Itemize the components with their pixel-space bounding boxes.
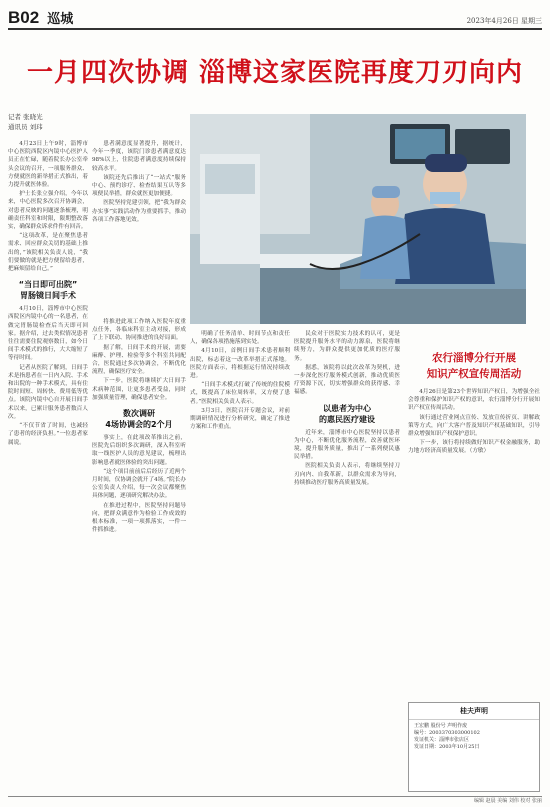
news-photo (190, 114, 526, 324)
paragraph: 医院相关负责人表示，将继续坚持刀刃向内、自我革新，以群众需求为导向，持续推动医疗服务高质量发展。 (294, 463, 400, 486)
footer-credits: 编辑 赵晨 美编 刘伟 校对 张丽 (8, 796, 542, 805)
sidebar-body (408, 388, 540, 694)
paragraph: 近年来，淄博市中心医院坚持以患者为中心，不断优化服务流程，改善就医环境，提升服务质量，推出了一系列便民惠民举措。 (294, 429, 400, 461)
masthead (8, 8, 542, 30)
paragraph: 患者满意度显著提升，据统计，今年一季度，该院门诊患者满意度达98%以上，住院患者满意度持续保持较高水平。 (92, 141, 186, 172)
column-4 (294, 330, 400, 792)
paragraph: 4月10日，首例日间手术患者顺利出院，标志着这一改革举措正式落地。医院方面表示，将根据运行情况持续改进。 (190, 348, 290, 380)
paragraph: “不仅节省了时间，也减轻了患者的经济负担。”一位患者家属说。 (8, 423, 88, 446)
column-5 (92, 140, 186, 310)
paragraph: 事实上，在此项改革推出之前，医院先后组织多次调研，深入科室听取一线医护人员的意见建议，梳理出影响患者就医体验的突出问题。 (92, 435, 186, 466)
byline (8, 112, 43, 132)
paragraph: 下一步，该行将持续做好知识产权金融服务，助力地方经济高质量发展。（方敏） (408, 440, 540, 455)
paragraph: 该院还先后推出了“一站式”服务中心、预约诊疗、检查结果互认等多项便民举措，群众就医更加便捷。 (92, 174, 186, 198)
sidebar-headline (408, 350, 540, 382)
intern: 通讯员 刘玮 (8, 123, 43, 131)
notice-line: 发证机关：淄博市张店区 (414, 737, 470, 743)
notice-line: 发证日期：2003年10月25日 (414, 744, 480, 750)
subhead-line: 4场协调会的2个月 (105, 420, 173, 430)
paragraph: 护士长张立强介绍，今年以来，中心医院多次召开协调会，对患者反映的问题逐条梳理，明确责任科室和时限，限期整改落实，确保群众诉求件件有回音。 (8, 191, 88, 231)
section-name: 巡城 (47, 11, 74, 26)
sidebar-headline-line-2: 知识产权宣传周活动 (426, 368, 522, 380)
column-2 (92, 318, 186, 792)
notice-line: 编号：2003370303000102 (414, 730, 480, 736)
paragraph: 4月23日上午9时，淄博市中心医院西院区内镜中心医护人员正在忙碌，随着院长办公室牵头会议的召开，一项服务群众、方便就医的新举措正式推出，着力提升就医体验。 (8, 141, 88, 189)
notice-box (408, 702, 540, 792)
notice-line: 王宏鹏 股份号 声明作废 (414, 723, 468, 729)
notice-lines (409, 720, 539, 754)
subhead-2 (92, 408, 186, 430)
reporter: 记者 张晓光 (8, 113, 43, 121)
subhead-line: 的惠民医疗建设 (319, 414, 375, 424)
paragraph: 该行通过营业网点宣传、发放宣传折页、讲解政策等方式，向广大客户普及知识产权基础知识，引导群众增强知识产权保护意识。 (408, 414, 540, 438)
paragraph: 民众对于医院实力技术的认可，更是医院提升服务水平的动力源泉，医院将继续努力，为群众提供更加优质的医疗服务。 (294, 331, 400, 362)
sidebar-headline-line-1: 农行淄博分行开展 (432, 352, 516, 364)
photo-illustration (190, 114, 526, 324)
paragraph: 据悉，该院将以此次改革为契机，进一步深化医疗服务模式创新，推动优质医疗资源下沉，切实增强群众的获得感、幸福感。 (294, 364, 400, 396)
paragraph: 医院坚持党建引领，把“我为群众办实事”实践活动作为重要抓手，推动各项工作落地见效。 (92, 200, 186, 223)
paragraph: 下一步，医院将继续扩大日间手术病种范围，让更多患者受益，同时加强质量管理，确保患者安全。 (92, 378, 186, 401)
paragraph: 4月26日是第23个世界知识产权日，为增强全社会尊重和保护知识产权的意识，农行淄博分行开展知识产权宣传周活动。 (408, 389, 540, 412)
subhead-line: “当日即可出院” (18, 280, 78, 290)
subhead-line: 以患者为中心 (323, 403, 371, 413)
subhead-3 (294, 403, 400, 425)
subhead-1 (8, 279, 88, 301)
subhead-line: 数次调研 (123, 409, 155, 419)
column-3 (190, 330, 290, 792)
paragraph: “这项改革，是在聚焦患者需求、回应群众关切的基础上推出的，”该院相关负责人说，“我们要做的就是把方便留给患者，把麻烦留给自己。” (8, 233, 88, 273)
page-number: B02 (8, 8, 40, 27)
paragraph: 记者从医院了解到，日间手术是指患者在一日内入院、手术和出院的一种手术模式，具有住院时间短、周转快、费用低等优点。该院内镜中心自开展日间手术以来，已累计服务患者数百人次。 (8, 364, 88, 420)
paragraph: 将推进此项工作纳入医院年度重点任务，各临床科室主动对接，形成了上下联动、协同推进的良好局面。 (92, 319, 186, 342)
notice-title: 桂夫声明 (409, 703, 539, 720)
dateline: 2023年4月26日 星期三 (466, 17, 542, 25)
paragraph: 明确了任务清单、时间节点和责任人，确保各项措施落到实处。 (190, 331, 290, 346)
paragraph: 据了解，日间手术的开展，需要麻醉、护理、检验等多个科室共同配合，医院通过多次协调会，不断优化流程，确保医疗安全。 (92, 344, 186, 376)
subhead-line: 胃肠镜日间手术 (20, 291, 76, 301)
paragraph: 3月3日，医院召开专题会议，对前期调研情况进行分析研究，确定了推进方案和工作重点。 (190, 407, 290, 431)
paragraph: “日间手术模式打破了传统的住院模式，既提高了床位周转率，又方便了患者。”医院相关负责人表示。 (190, 382, 290, 405)
column-1 (8, 140, 88, 792)
paragraph: 4月10日，淄博市中心医院西院区内镜中心的一名患者，在做完胃肠镜检查后当天即可回家。据介绍，过去类似情况患者往往需要住院观察数日，如今日间手术模式的推行，大大缩短了等待时间。 (8, 306, 88, 362)
headline: 一月四次协调 淄博这家医院再度刀刃向内 (26, 58, 524, 88)
paragraph: “这个项目前前后后经历了近两个月时间，仅协调会就开了4场。”院长办公室负责人介绍，每一次会议都聚焦具体问题，逐项研究解决办法。 (92, 468, 186, 500)
paragraph: 在推进过程中，医院坚持问题导向，把群众满意作为检验工作成效的根本标准，一项一项抓落实，一件一件抓推进。 (92, 502, 186, 534)
